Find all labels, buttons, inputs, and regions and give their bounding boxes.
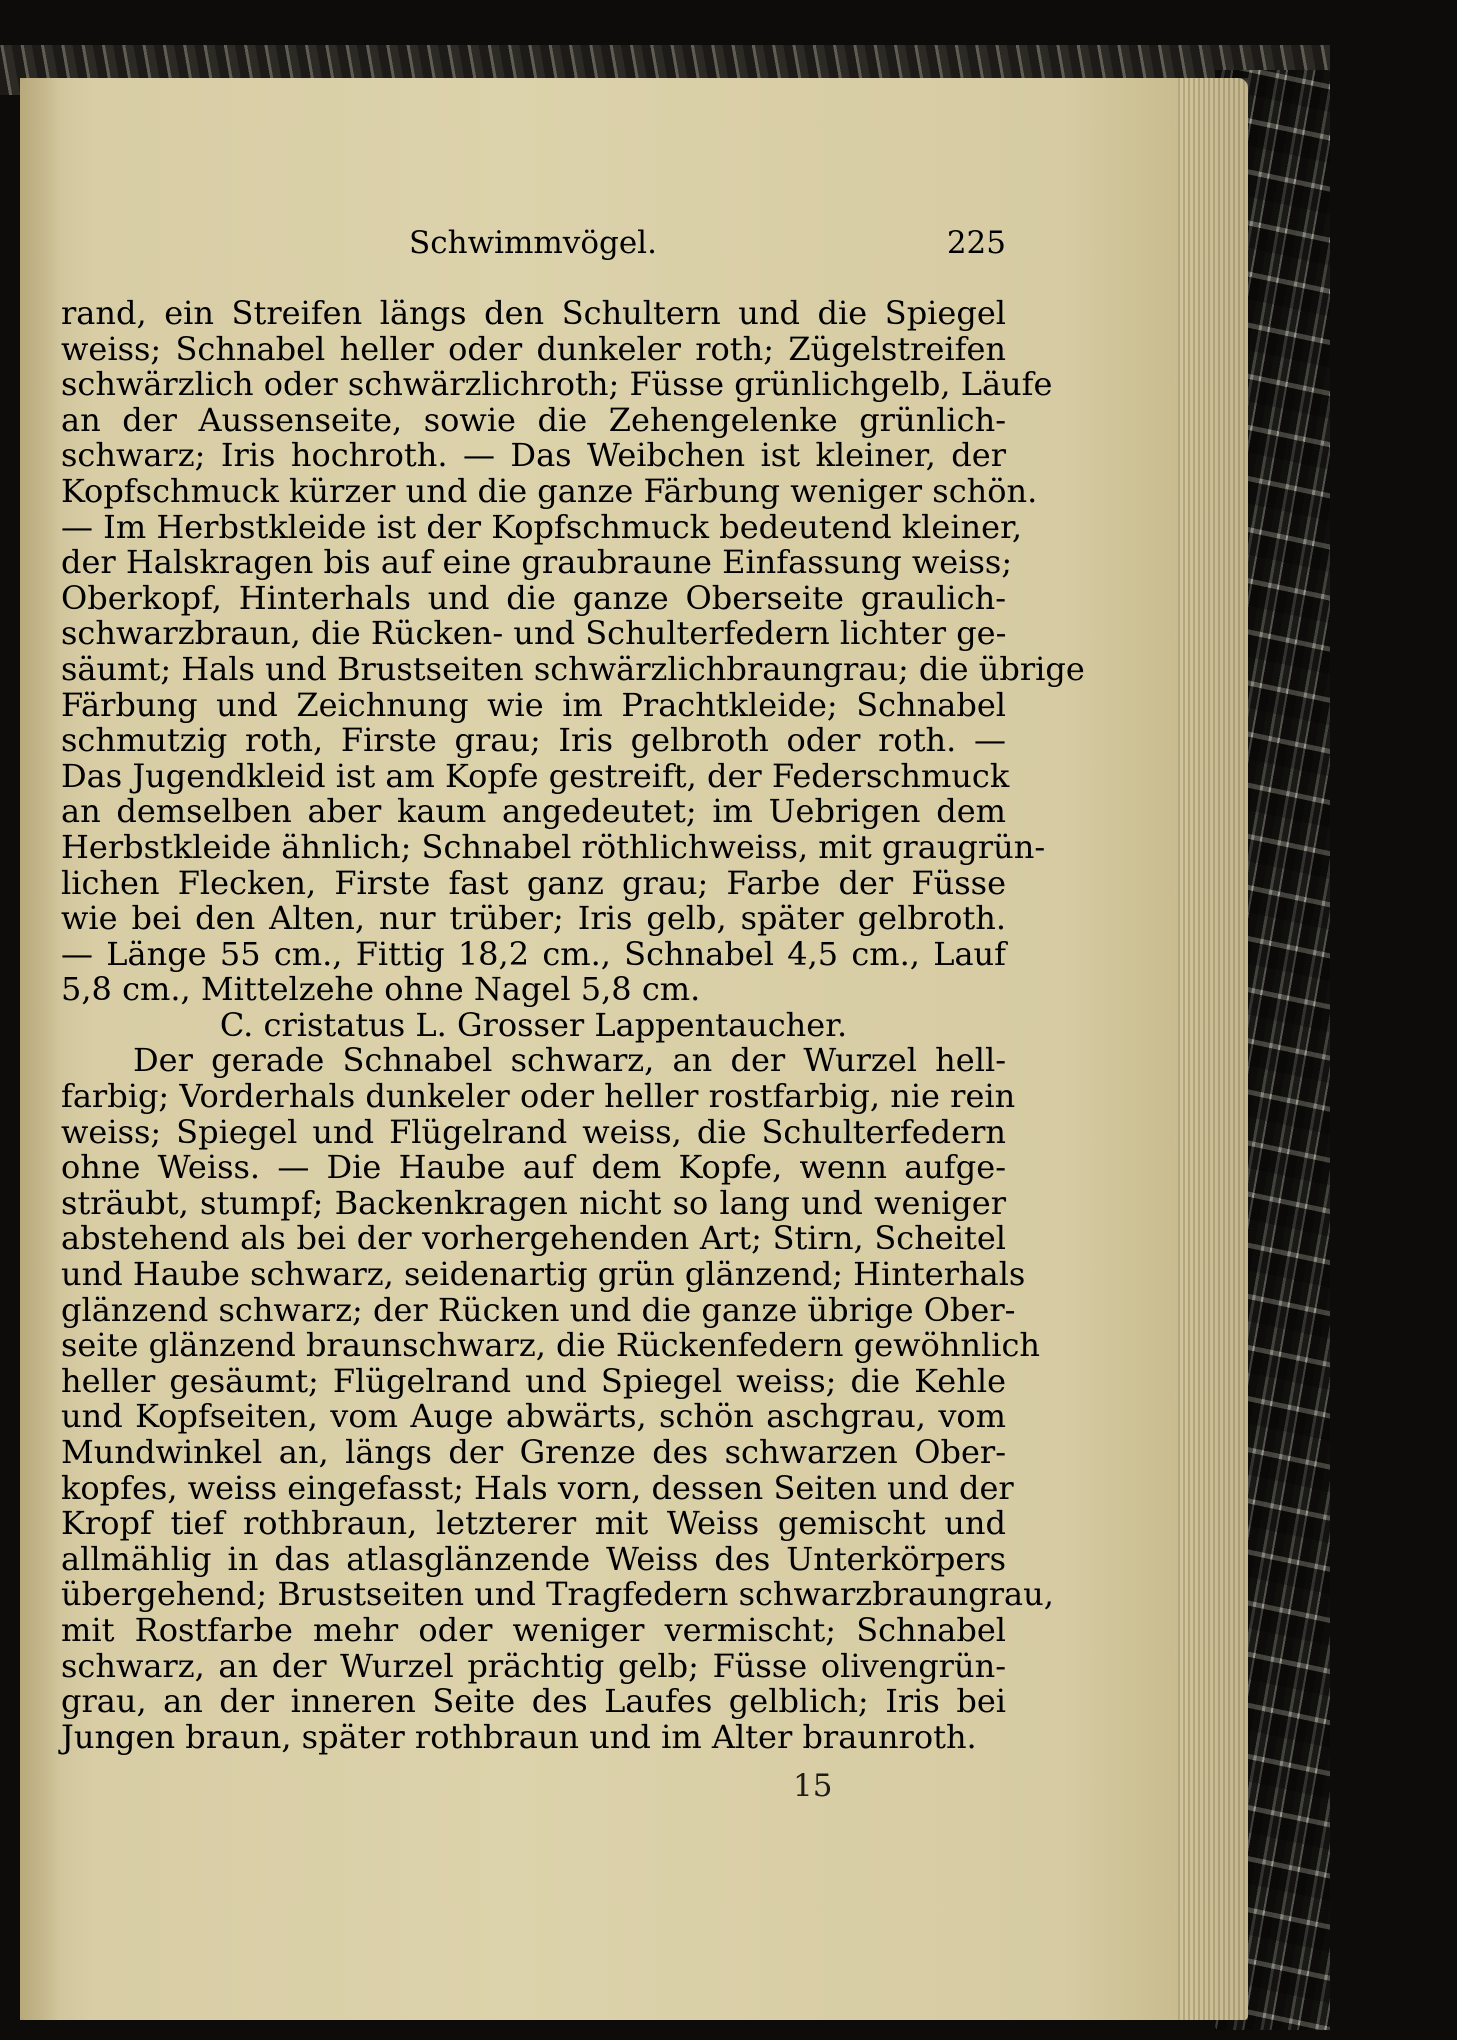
- page-edge: [1178, 78, 1248, 2020]
- gutter-shadow: [20, 78, 60, 2020]
- text-line: 5,8 cm., Mittelzehe ohne Nagel 5,8 cm.: [61, 970, 701, 1009]
- text-line: Oberkopf, Hinterhals und die ganze Oberseite graulich-: [61, 578, 1006, 617]
- text-line: Jungen braun, später rothbraun und im Alter braunroth.: [61, 1717, 977, 1756]
- text-line: der Halskragen bis auf eine graubraune Einfassung weiss;: [61, 543, 1013, 582]
- text-line: Herbstkleide ähnlich; Schnabel röthlichweiss, mit graugrün-: [61, 827, 1046, 866]
- body-text: [61, 294, 1085, 1756]
- signature-mark: 15: [793, 1768, 833, 1804]
- text-line: sträubt, stumpf; Backenkragen nicht so lang und weniger: [61, 1183, 1006, 1222]
- text-line: übergehend; Brustseiten und Tragfedern schwarzbraungrau,: [61, 1575, 1054, 1614]
- text-line: an der Aussenseite, sowie die Zehengelenke grünlich-: [61, 400, 1006, 439]
- text-line: lichen Flecken, Firste fast ganz grau; Farbe der Füsse: [61, 863, 1006, 902]
- text-line: mit Rostfarbe mehr oder weniger vermischt; Schnabel: [61, 1610, 1006, 1649]
- text-line: weiss; Schnabel heller oder dunkeler roth; Zügelstreifen: [61, 329, 1006, 368]
- text-line: schwarz; Iris hochroth. — Das Weibchen ist kleiner, der: [61, 436, 1006, 475]
- page-number: 225: [946, 225, 1006, 261]
- running-head: [61, 221, 1006, 265]
- text-line: weiss; Spiegel und Flügelrand weiss, die Schulterfedern: [61, 1112, 1006, 1151]
- text-line: — Im Herbstkleide ist der Kopfschmuck bedeutend kleiner,: [61, 507, 1023, 546]
- text-line: und Haube schwarz, seidenartig grün glänzend; Hinterhals: [61, 1255, 1026, 1294]
- text-line: allmählig in das atlasglänzende Weiss des Unterkörpers: [61, 1539, 1006, 1578]
- text-line: abstehend als bei der vorhergehenden Art; Stirn, Scheitel: [61, 1219, 1006, 1258]
- text-line: und Kopfseiten, vom Auge abwärts, schön aschgrau, vom: [61, 1397, 1006, 1436]
- species-heading: C. cristatus L. Grosser Lappentaucher.: [219, 1005, 848, 1044]
- text-line: schwarzbraun, die Rücken- und Schulterfedern lichter ge-: [61, 614, 1007, 653]
- text-line: schwärzlich oder schwärzlichroth; Füsse grünlichgelb, Läufe: [61, 365, 1053, 404]
- text-line: wie bei den Alten, nur trüber; Iris gelb, später gelbroth.: [61, 899, 1006, 938]
- text-line: heller gesäumt; Flügelrand und Spiegel weiss; die Kehle: [61, 1361, 1006, 1400]
- text-line: schwarz, an der Wurzel prächtig gelb; Füsse olivengrün-: [61, 1646, 1006, 1685]
- text-line: grau, an der inneren Seite des Laufes gelblich; Iris bei: [61, 1682, 1006, 1721]
- text-line: rand, ein Streifen längs den Schultern und die Spiegel: [61, 294, 1006, 332]
- text-line: glänzend schwarz; der Rücken und die ganze übrige Ober-: [61, 1290, 1016, 1329]
- text-line: Kopfschmuck kürzer und die ganze Färbung weniger schön.: [61, 471, 1038, 510]
- text-line: an demselben aber kaum angedeutet; im Uebrigen dem: [61, 792, 1006, 831]
- text-line: Kropf tief rothbraun, letzterer mit Weiss gemischt und: [61, 1504, 1006, 1543]
- text-line: — Länge 55 cm., Fittig 18,2 cm., Schnabel 4,5 cm., Lauf: [61, 934, 1006, 973]
- text-line: schmutzig roth, Firste grau; Iris gelbroth oder roth. —: [61, 721, 1006, 760]
- text-line: Mundwinkel an, längs der Grenze des schwarzen Ober-: [61, 1433, 1006, 1471]
- text-line: farbig; Vorderhals dunkeler oder heller rostfarbig, nie rein: [61, 1077, 1016, 1116]
- text-line: säumt; Hals und Brustseiten schwärzlichbraungrau; die übrige: [61, 649, 1085, 688]
- running-title: Schwimmvögel.: [409, 225, 657, 261]
- text-line: Der gerade Schnabel schwarz, an der Wurzel hell-: [133, 1041, 1006, 1080]
- text-line: kopfes, weiss eingefasst; Hals vorn, dessen Seiten und der: [61, 1468, 1014, 1507]
- text-line: Färbung und Zeichnung wie im Prachtkleide; Schnabel: [61, 685, 1006, 724]
- text-line: Das Jugendkleid ist am Kopfe gestreift, der Federschmuck: [61, 756, 1010, 795]
- text-line: ohne Weiss. — Die Haube auf dem Kopfe, wenn aufge-: [61, 1148, 1006, 1187]
- text-line: seite glänzend braunschwarz, die Rückenfedern gewöhnlich: [61, 1326, 1040, 1365]
